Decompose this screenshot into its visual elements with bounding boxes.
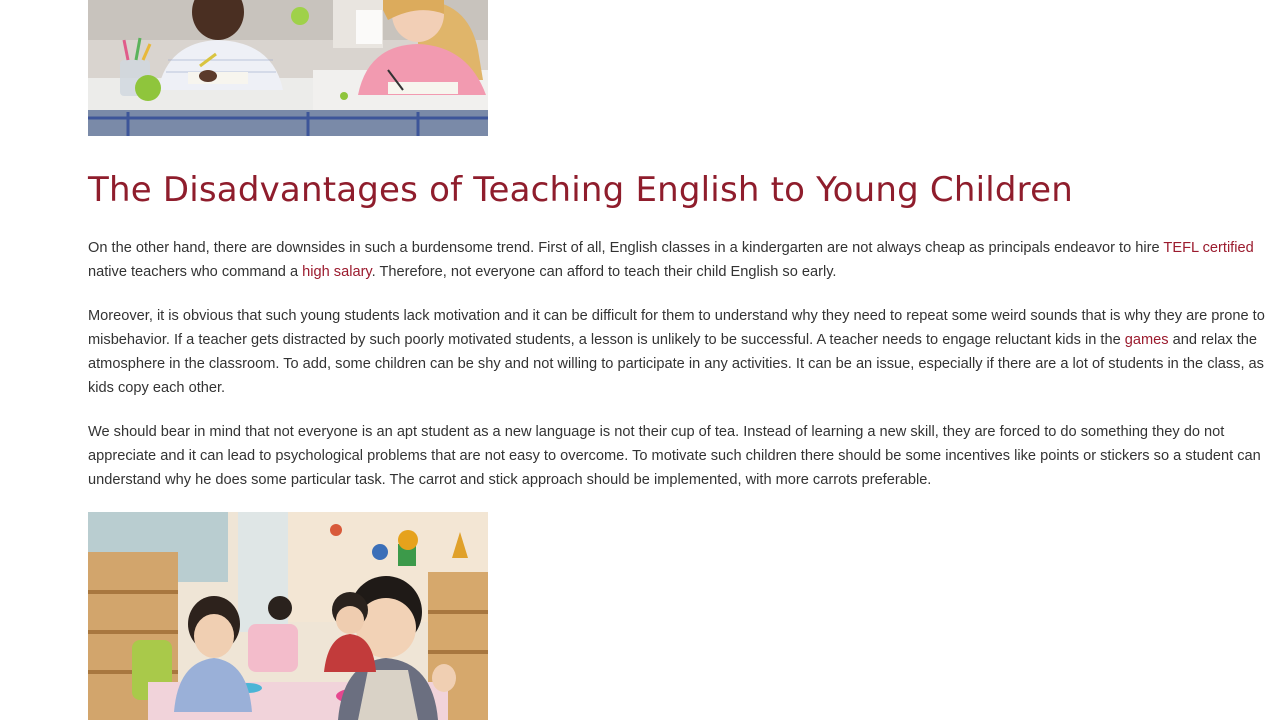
paragraph-text: Moreover, it is obvious that such young students lack motivation and it can be difficult for them to understand why they need to repeat some weird sounds that is why they are prone to misbehavior. If a teacher gets distracted by such poorly motivated students, a lesson is unlikely to be successful. A teacher needs to engage reluctant kids in the (88, 308, 1265, 348)
paragraph-aptitude: We should bear in mind that not everyone is an apt student as a new language is not their cup of tea. Instead of learning a new skill, they are forced to do something they do not appreciate and it can lead to psychological problems that are not easy to overcome. To motivate such children there should be some incentives like points or stickers so a student can understand why he does some particular task. The carrot and stick approach should be implemented, with more carrots preferable. (88, 424, 1261, 488)
paragraph-cost (88, 236, 1268, 284)
section-heading: The Disadvantages of Teaching English to Young Children (88, 170, 1073, 210)
classroom-children-writing-photo (88, 0, 488, 136)
paragraph-text: . Therefore, not everyone can afford to teach their child English so early. (371, 264, 837, 280)
kindergarten-children-eating-photo (88, 512, 488, 720)
games-link[interactable]: games (1124, 332, 1169, 348)
paragraph-text: and relax the atmosphere in the classroom. To add, some children can be shy and not willing to participate in any activities. It can be an issue, especially if there are a lot of students in the class, as kids copy each other. (88, 332, 1264, 396)
high-salary-link[interactable]: high salary (302, 264, 372, 280)
paragraph-text: On the other hand, there are downsides in such a burdensome trend. First of all, English classes in a kindergarten are not always cheap as principals endeavor to hire (88, 240, 1164, 256)
paragraph-text: native teachers who command a (88, 264, 303, 280)
tefl-certified-link[interactable]: TEFL certified (1163, 240, 1254, 256)
paragraph-motivation (88, 304, 1268, 400)
